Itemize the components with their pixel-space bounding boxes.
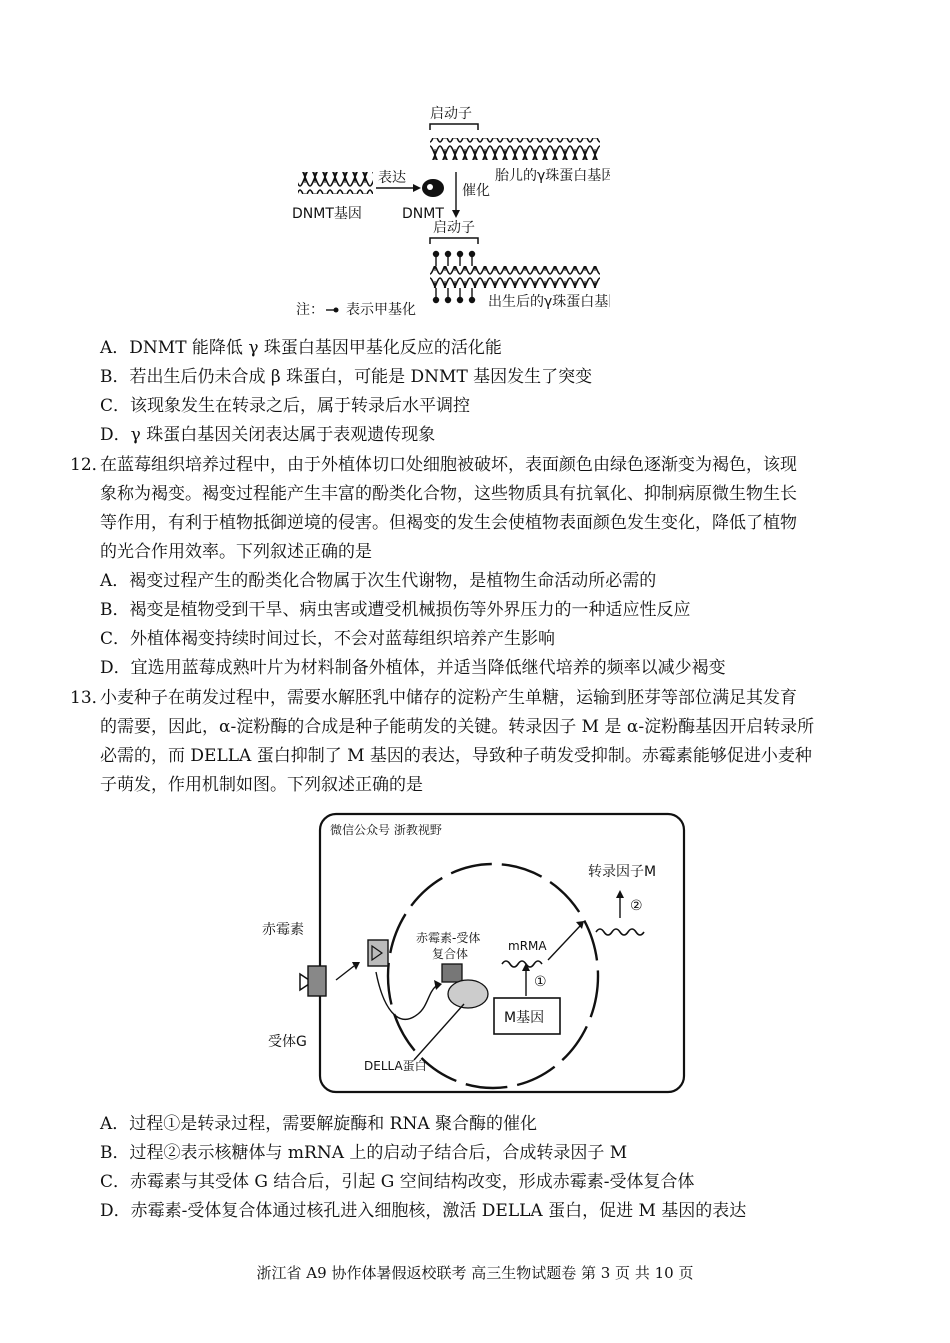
q13-stem-line: 的需要，因此，α-淀粉酶的合成是种子能萌发的关键。转录因子 M 是 α-淀粉酶基因开启转录所: [100, 717, 815, 737]
gibberellin-label: 赤霉素: [262, 922, 304, 938]
receptor-g-label: 受体G: [268, 1034, 307, 1050]
mrna-wave: [502, 961, 542, 967]
q11-option-a: A．DNMT 能降低 γ 珠蛋白基因甲基化反应的活化能: [100, 338, 502, 358]
q13-number: 13．: [70, 688, 109, 708]
promoter-top-label: 启动子: [430, 106, 472, 122]
q12-option-a: A．褐变过程产生的酚类化合物属于次生代谢物，是植物生命活动所必需的: [100, 571, 657, 591]
q13-option-a: A．过程①是转录过程，需要解旋酶和 RNA 聚合酶的催化: [100, 1114, 538, 1134]
complex-label-line2: 复合体: [432, 947, 469, 961]
q11-option-c: C．该现象发生在转录之后，属于转录后水平调控: [100, 396, 471, 416]
complex-nucleus-shape: [442, 964, 462, 982]
complex-label-line1: 赤霉素-受体: [416, 931, 481, 945]
complex-cytoplasm-shape: [368, 940, 388, 966]
figure-dnmt-methylation: [290, 100, 610, 325]
promoter-bracket-bottom: [430, 238, 478, 244]
dnmt-gene-dna: [298, 172, 373, 194]
fetal-gene-label: 胎儿的γ珠蛋白基因: [495, 168, 610, 184]
receptor-g-shape: [308, 966, 326, 996]
step1-label: ①: [534, 974, 547, 990]
q13-stem-line: 子萌发，作用机制如图。下列叙述正确的是: [100, 775, 423, 795]
note-text: 表示甲基化: [346, 302, 416, 318]
mrna-cytoplasm-wave: [596, 929, 644, 935]
postnatal-gene-label: 出生后的γ珠蛋白基因: [488, 294, 610, 310]
express-label: 表达: [378, 170, 406, 186]
mrna-label: mRMA: [508, 939, 547, 953]
tf-m-label: 转录因子M: [588, 864, 657, 880]
dnmt-label: DNMT: [402, 206, 444, 222]
dnmt-gene-label: DNMT基因: [292, 206, 362, 222]
fetal-gene-dna: [430, 138, 600, 160]
q12-option-c: C．外植体褐变持续时间过长，不会对蓝莓组织培养产生影响: [100, 629, 556, 649]
q12-option-b: B．褐变是植物受到干旱、病虫害或遭受机械损伤等外界压力的一种适应性反应: [100, 600, 691, 620]
m-gene-label: M基因: [504, 1010, 545, 1026]
q12-stem-line: 等作用，有利于植物抵御逆境的侵害。但褐变的发生会使植物表面颜色发生变化，降低了植物: [100, 513, 797, 533]
promoter-bottom-label: 启动子: [433, 220, 475, 236]
della-label: DELLA蛋白: [364, 1059, 427, 1073]
step2-label: ②: [630, 898, 643, 914]
catalyze-label: 催化: [462, 183, 490, 199]
q11-option-b: B．若出生后仍未合成 β 珠蛋白，可能是 DNMT 基因发生了突变: [100, 367, 593, 387]
della-protein-shape: [448, 980, 488, 1008]
promoter-bracket-top: [430, 124, 478, 130]
q12-number: 12．: [70, 455, 109, 475]
q12-stem-line: 象称为褐变。褐变过程能产生丰富的酚类化合物，这些物质具有抗氧化、抑制病原微生物生长: [100, 484, 797, 504]
q12-stem-line: 的光合作用效率。下列叙述正确的是: [100, 542, 372, 562]
q13-option-c: C．赤霉素与其受体 G 结合后，引起 G 空间结构改变，形成赤霉素-受体复合体: [100, 1172, 695, 1192]
watermark-label: 微信公众号 浙教视野: [330, 823, 442, 837]
q11-option-d: D．γ 珠蛋白基因关闭表达属于表观遗传现象: [100, 425, 436, 445]
q13-stem-line: 小麦种子在萌发过程中，需要水解胚乳中储存的淀粉产生单糖，运输到胚芽等部位满足其发育: [100, 688, 797, 708]
q13-option-b: B．过程②表示核糖体与 mRNA 上的启动子结合后，合成转录因子 M: [100, 1143, 628, 1163]
dnmt-enzyme-shape: [422, 179, 444, 197]
figure-gibberellin-mechanism: [258, 808, 690, 1100]
postnatal-gene-dna: [430, 266, 600, 288]
q13-stem-line: 必需的，而 DELLA 蛋白抑制了 M 基因的表达，导致种子萌发受抑制。赤霉素能够促进小麦种: [100, 746, 812, 766]
q13-option-d: D．赤霉素-受体复合体通过核孔进入细胞核，激活 DELLA 蛋白，促进 M 基因的表达: [100, 1201, 747, 1221]
q12-stem-line: 在蓝莓组织培养过程中，由于外植体切口处细胞被破坏，表面颜色由绿色逐渐变为褐色，该现: [100, 455, 797, 475]
q12-option-d: D．宜选用蓝莓成熟叶片为材料制备外植体，并适当降低继代培养的频率以减少褐变: [100, 658, 726, 678]
note-label: 注：: [296, 302, 324, 318]
page-footer: 浙江省 A9 协作体暑假返校联考 高三生物试题卷 第 3 页 共 10 页: [256, 1264, 694, 1282]
